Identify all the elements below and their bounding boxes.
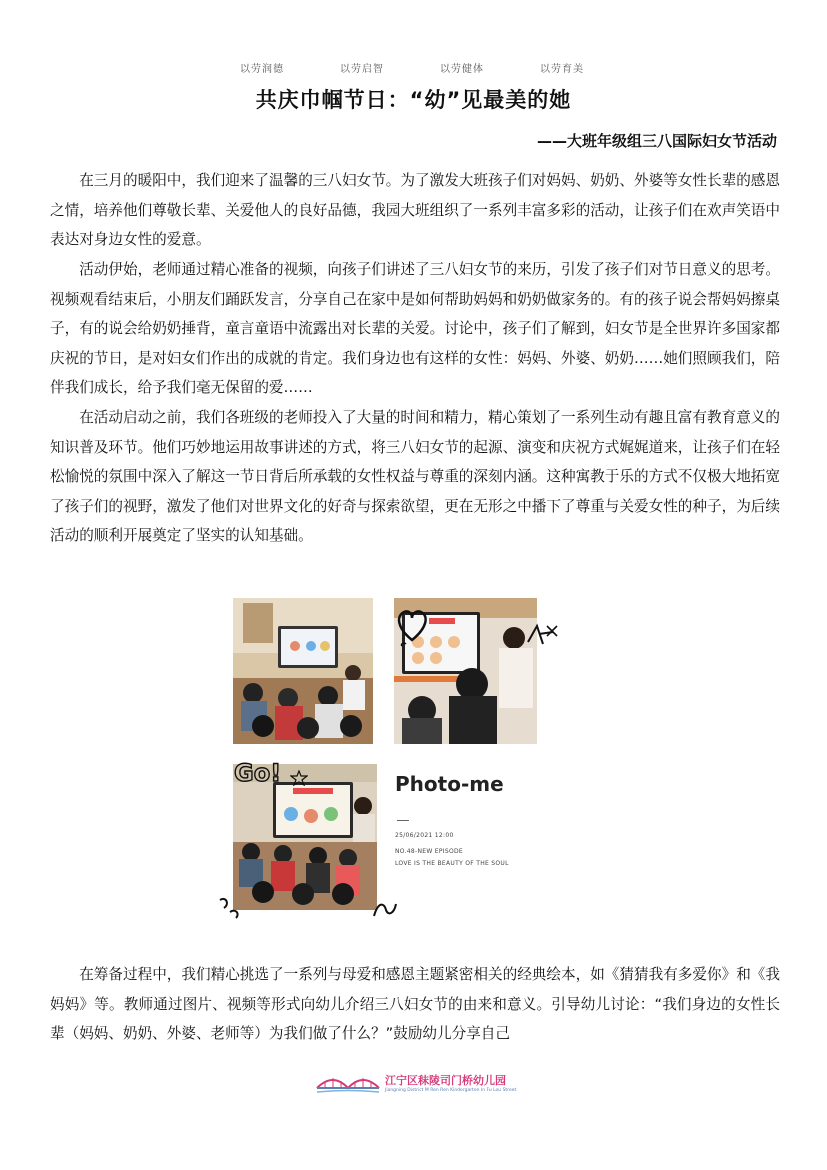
scribble-doodle-icon bbox=[370, 896, 398, 922]
paragraph-1: 在三月的暖阳中，我们迎来了温馨的三八妇女节。为了激发大班孩子们对妈妈、奶奶、外婆等女性长辈的感恩之情，培养他们尊敬长辈、关爱他人的良好品德，我园大班组织了一系列丰富多彩的活动，让孩子们在欢声笑语中表达对身边女性的爱意。 bbox=[50, 172, 780, 248]
motto-row bbox=[0, 60, 827, 76]
photo-caption-episode: NO.48-NEW EPISODE bbox=[395, 848, 464, 855]
paragraph-3: 在活动启动之前，我们各班级的老师投入了大量的时间和精力，精心策划了一系列生动有趣且富有教育意义的知识普及环节。他们巧妙地运用故事讲述的方式，将三八妇女节的起源、演变和庆祝方式娓娓道来，让孩子们在轻松愉悦的氛围中深入了解这一节日背后所承载的女性权益与尊重的深刻内涵。这种寓教于乐的方式不仅极大地拓宽了孩子们的视野，激发了他们对世界文化的好奇与探索欲望，更在无形之中播下了尊重与关爱女性的种子，为后续活动的顺利开展奠定了坚实的认知基础。 bbox=[50, 409, 780, 544]
bridge-logo-icon bbox=[315, 1070, 381, 1094]
star-doodle-icon bbox=[290, 770, 308, 786]
school-footer-logo bbox=[315, 1070, 525, 1096]
motto-1: 以劳润德 bbox=[240, 64, 284, 75]
motto-2: 以劳启智 bbox=[340, 64, 384, 75]
school-name: 江宁区秣陵司门桥幼儿园 bbox=[385, 1074, 506, 1087]
swirl-doodle-icon bbox=[216, 894, 244, 920]
photo-caption-tagline: LOVE IS THE BEAUTY OF THE SOUL bbox=[395, 860, 509, 867]
go-sticker-text: Go! bbox=[234, 759, 282, 787]
photo-caption-title: Photo-me bbox=[395, 772, 504, 796]
paragraph-2: 活动伊始，老师通过精心准备的视频，向孩子们讲述了三八妇女节的来历，引发了孩子们对节日意义的思考。视频观看结束后，小朋友们踊跃发言，分享自己在家中是如何帮助妈妈和奶奶做家务的。有的孩子说会帮妈妈擦桌子，有的说会给奶奶捶背，童言童语中流露出对长辈的关爱。讨论中，孩子们了解到，妇女节是全世界许多国家都庆祝的节日，是对妇女们作出的成就的肯定。我们身边也有这样的女性：妈妈、外婆、奶奶……她们照顾我们，陪伴我们成长，给予我们毫无保留的爱…… bbox=[50, 261, 780, 396]
motto-3: 以劳健体 bbox=[440, 64, 484, 75]
paragraph-4: 在筹备过程中，我们精心挑选了一系列与母爱和感恩主题紧密相关的经典绘本，如《猜猜我有多爱你》和《我妈妈》等。教师通过图片、视频等形式向幼儿介绍三八妇女节的由来和意义。引导幼儿讨论：“我们身边的女性长辈（妈妈、奶奶、外婆、老师等）为我们做了什么？”鼓励幼儿分享自己 bbox=[50, 966, 780, 1042]
cross-doodle-icon bbox=[545, 624, 559, 638]
page-subtitle: ——大班年级组三八国际妇女节活动 bbox=[536, 132, 777, 150]
photo-caption-date: 25/06/2021 12:00 bbox=[395, 832, 454, 839]
motto-4: 以劳育美 bbox=[540, 64, 584, 75]
heart-doodle-icon bbox=[392, 600, 432, 650]
classroom-photo-1 bbox=[233, 598, 373, 744]
go-sticker-icon bbox=[232, 755, 292, 787]
caption-divider bbox=[397, 820, 409, 821]
school-name-en: Jiangning District M Ren Ren Kindergarten In Fu Lou Street bbox=[385, 1088, 517, 1093]
page-title: 共庆巾帼节日：“幼”见最美的她 bbox=[255, 88, 572, 112]
